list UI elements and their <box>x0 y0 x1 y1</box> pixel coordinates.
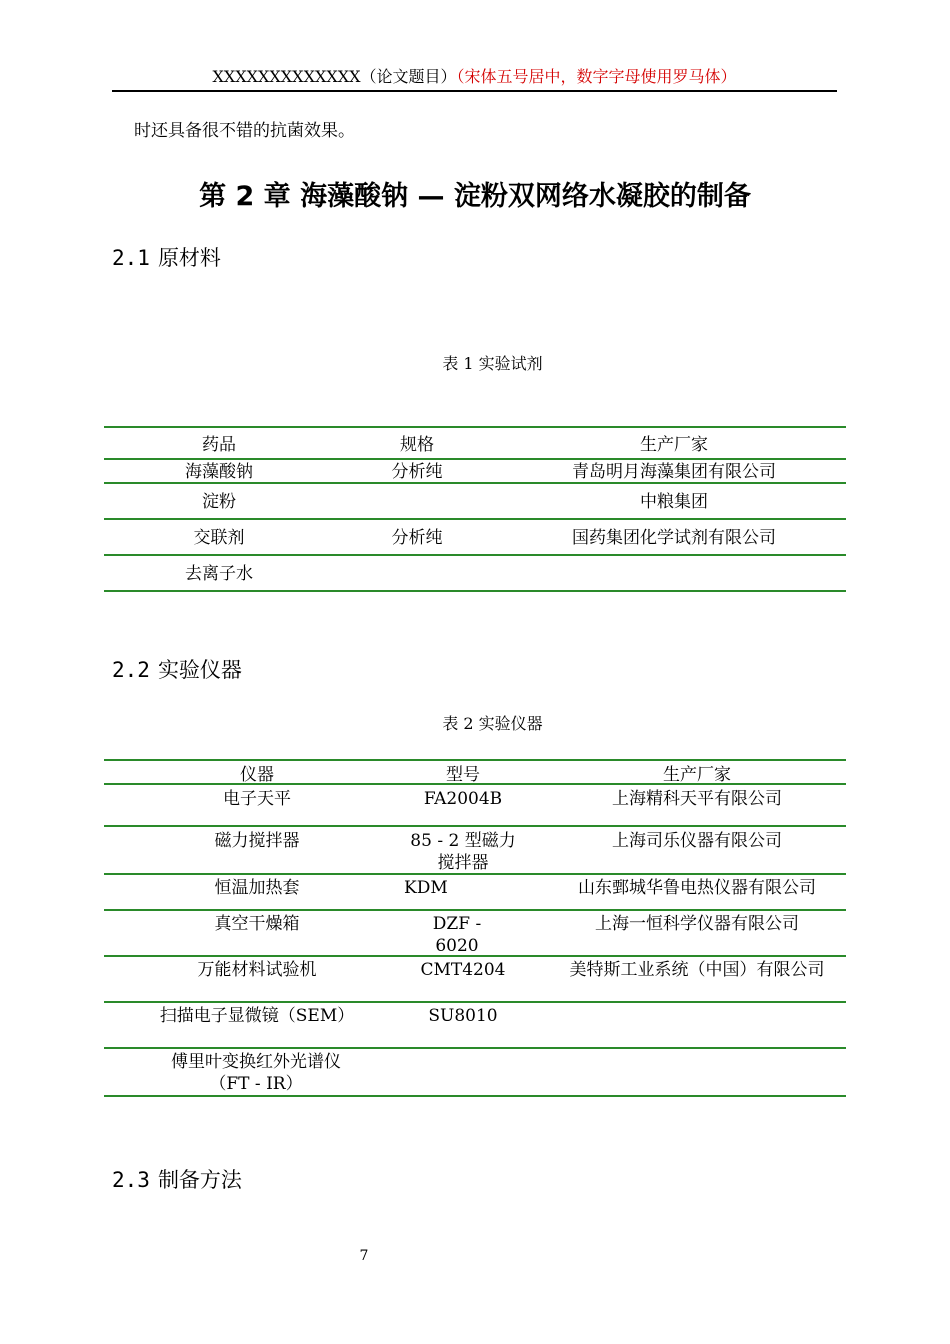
continued-paragraph: 时还具备很不错的抗菌效果。 <box>134 121 355 141</box>
section-title: 实验仪器 <box>157 658 242 682</box>
table-rule <box>104 590 846 592</box>
table-cell: 交联剂 <box>193 528 245 548</box>
table-instruments <box>104 759 846 1099</box>
table-rule <box>104 458 846 460</box>
table-header-cell: 生产厂家 <box>663 765 731 785</box>
table-rule <box>104 909 846 911</box>
table-cell: 分析纯 <box>391 528 443 548</box>
table-cell: 青岛明月海藻集团有限公司 <box>572 462 776 482</box>
table-header-cell: 药品 <box>202 435 236 455</box>
header-note: （宋体五号居中，数字字母使用罗马体） <box>456 67 737 86</box>
table-cell: 分析纯 <box>391 462 443 482</box>
table-header-cell: 仪器 <box>240 765 274 785</box>
section-number: 2.3 <box>112 1168 150 1192</box>
section-title: 制备方法 <box>157 1168 242 1192</box>
table2-caption: 表 2 实验仪器 <box>442 714 543 733</box>
table-cell: CMT4204 <box>420 960 506 980</box>
table-rule <box>104 518 846 520</box>
table-cell: 恒温加热套 <box>214 878 300 898</box>
table-cell: 上海司乐仪器有限公司 <box>612 831 782 851</box>
table-cell: 电子天平 <box>223 789 291 809</box>
section-heading-2-3 <box>112 1164 242 1194</box>
section-number: 2.1 <box>112 246 150 270</box>
table-cell: 山东鄄城华鲁电热仪器有限公司 <box>578 878 816 898</box>
table-header-cell: 生产厂家 <box>640 435 708 455</box>
chapter-title: 第 2 章 海藻酸钠 — 淀粉双网络水凝胶的制备 <box>199 181 751 212</box>
table-cell: SU8010 <box>428 1006 498 1026</box>
table-reagents <box>104 426 846 594</box>
table-cell: 85 - 2 型磁力搅拌器 <box>410 831 516 873</box>
table-cell: 淀粉 <box>202 492 236 512</box>
table-header-cell: 规格 <box>400 435 434 455</box>
page-header <box>112 64 837 92</box>
table-rule <box>104 426 846 428</box>
table-cell: 上海精科天平有限公司 <box>612 789 782 809</box>
table-cell: KDM <box>404 878 448 898</box>
table-cell: 美特斯工业系统（中国）有限公司 <box>569 960 825 980</box>
table-rule <box>104 825 846 827</box>
table-cell: 傅里叶变换红外光谱仪（FT - IR） <box>171 1052 341 1094</box>
table-rule <box>104 1001 846 1003</box>
section-heading-2-1 <box>112 242 221 272</box>
table-cell: 扫描电子显微镜（SEM） <box>159 1006 355 1026</box>
table-cell: 上海一恒科学仪器有限公司 <box>595 914 799 934</box>
table-rule <box>104 1047 846 1049</box>
table-header-cell: 型号 <box>446 765 480 785</box>
section-heading-2-2 <box>112 654 242 684</box>
table-cell: DZF - 6020 <box>432 914 482 956</box>
table1-caption: 表 1 实验试剂 <box>442 354 543 373</box>
table-cell: 真空干燥箱 <box>214 914 300 934</box>
page-number: 7 <box>359 1248 369 1264</box>
table-cell: 海藻酸钠 <box>185 462 253 482</box>
table-cell: FA2004B <box>423 789 503 809</box>
table-rule <box>104 1095 846 1097</box>
table-rule <box>104 759 846 761</box>
table-cell: 万能材料试验机 <box>197 960 317 980</box>
table-cell: 磁力搅拌器 <box>214 831 300 851</box>
table-rule <box>104 554 846 556</box>
table-cell: 中粮集团 <box>640 492 708 512</box>
section-title: 原材料 <box>157 246 221 270</box>
table-cell: 去离子水 <box>185 564 253 584</box>
header-title: XXXXXXXXXXXXX（论文题目） <box>212 67 457 86</box>
table-cell: 国药集团化学试剂有限公司 <box>572 528 776 548</box>
section-number: 2.2 <box>112 658 150 682</box>
